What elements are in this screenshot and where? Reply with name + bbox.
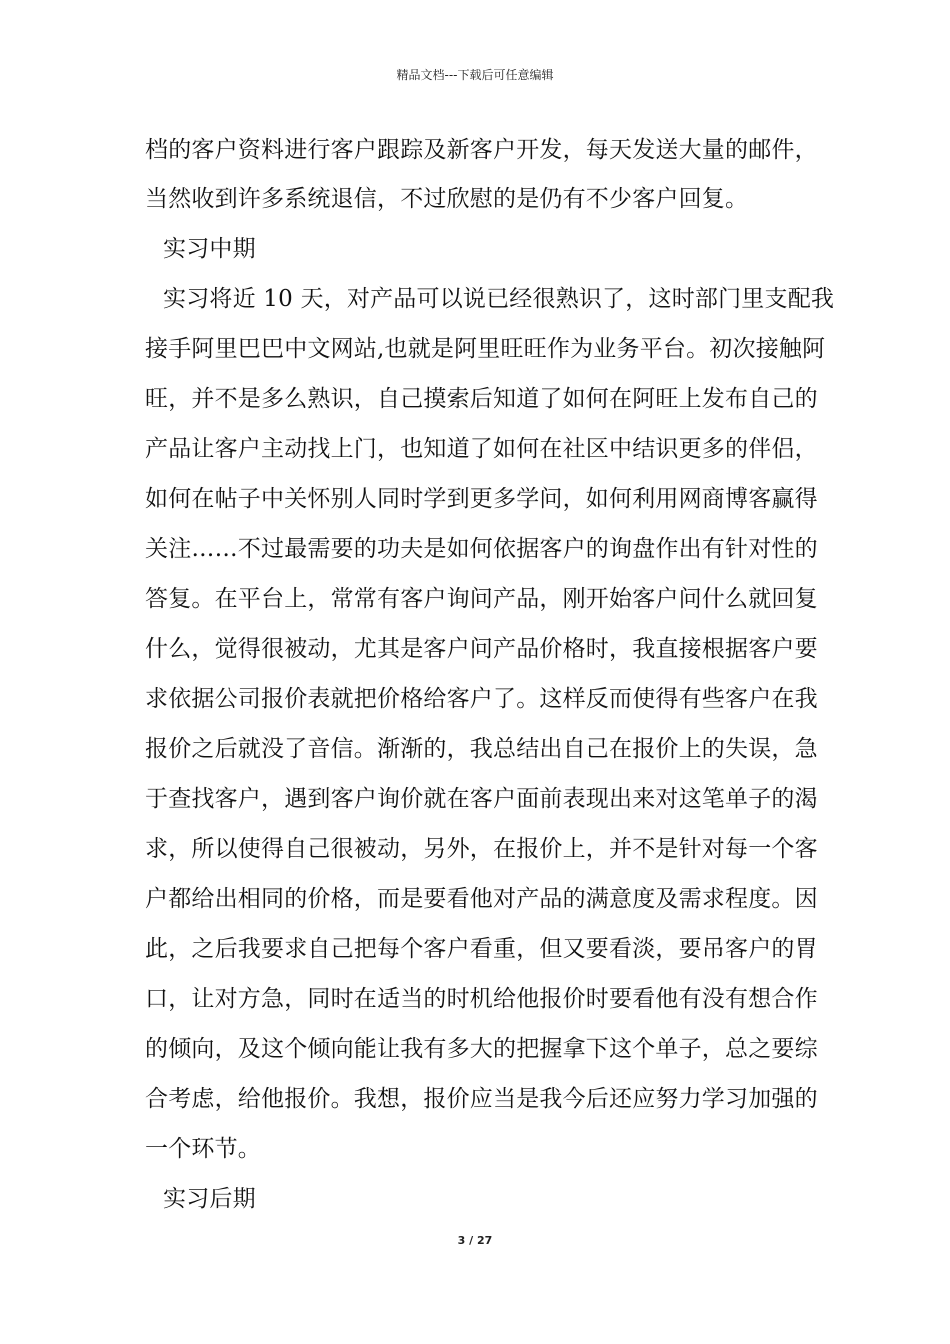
- body-line-13: 报价之后就没了音信。渐渐的，我总结出自己在报价上的失误，急: [145, 736, 818, 762]
- section-heading-late: 实习后期: [163, 1186, 256, 1212]
- body-line-5: 接手阿里巴巴中文网站,也就是阿里旺旺作为业务平台。初次接触阿: [145, 336, 826, 362]
- body-line-6: 旺，并不是多么熟识，自己摸索后知道了如何在阿旺上发布自己的: [145, 386, 818, 412]
- page-header: 精品文档---下载后可任意编辑: [396, 68, 554, 82]
- body-line-8: 如何在帖子中关怀别人同时学到更多学问，如何利用网商博客赢得: [145, 486, 818, 512]
- page-number: 3 / 27: [457, 1234, 493, 1247]
- body-line-14: 于查找客户，遇到客户询价就在客户面前表现出来对这笔单子的渴: [145, 786, 818, 812]
- body-line-18: 口，让对方急，同时在适当的时机给他报价时要看他有没有想合作: [145, 986, 818, 1012]
- body-line-4: 实习将近 10 天，对产品可以说已经很熟识了，这时部门里支配我: [163, 286, 835, 312]
- body-line-17: 此，之后我要求自己把每个客户看重，但又要看淡，要吊客户的胃: [145, 936, 818, 962]
- body-line-20: 合考虑，给他报价。我想，报价应当是我今后还应努力学习加强的: [145, 1086, 818, 1112]
- body-line-10: 答复。在平台上，常常有客户询问产品，刚开始客户问什么就回复: [145, 586, 818, 612]
- body-line-9: 关注……不过最需要的功夫是如何依据客户的询盘作出有针对性的: [145, 536, 818, 562]
- body-line-1: 档的客户资料进行客户跟踪及新客户开发，每天发送大量的邮件，: [145, 137, 818, 163]
- body-line-21: 一个环节。: [145, 1136, 261, 1162]
- section-heading-mid: 实习中期: [163, 236, 256, 262]
- body-line-7: 产品让客户主动找上门，也知道了如何在社区中结识更多的伴侣，: [145, 436, 818, 462]
- body-line-2: 当然收到许多系统退信，不过欣慰的是仍有不少客户回复。: [145, 186, 749, 212]
- body-line-15: 求，所以使得自己很被动，另外，在报价上，并不是针对每一个客: [145, 836, 818, 862]
- body-line-12: 求依据公司报价表就把价格给客户了。这样反而使得有些客户在我: [145, 686, 818, 712]
- body-line-16: 户都给出相同的价格，而是要看他对产品的满意度及需求程度。因: [145, 886, 818, 912]
- body-line-11: 什么，觉得很被动，尤其是客户问产品价格时，我直接根据客户要: [145, 636, 818, 662]
- body-line-19: 的倾向，及这个倾向能让我有多大的把握拿下这个单子，总之要综: [145, 1036, 818, 1062]
